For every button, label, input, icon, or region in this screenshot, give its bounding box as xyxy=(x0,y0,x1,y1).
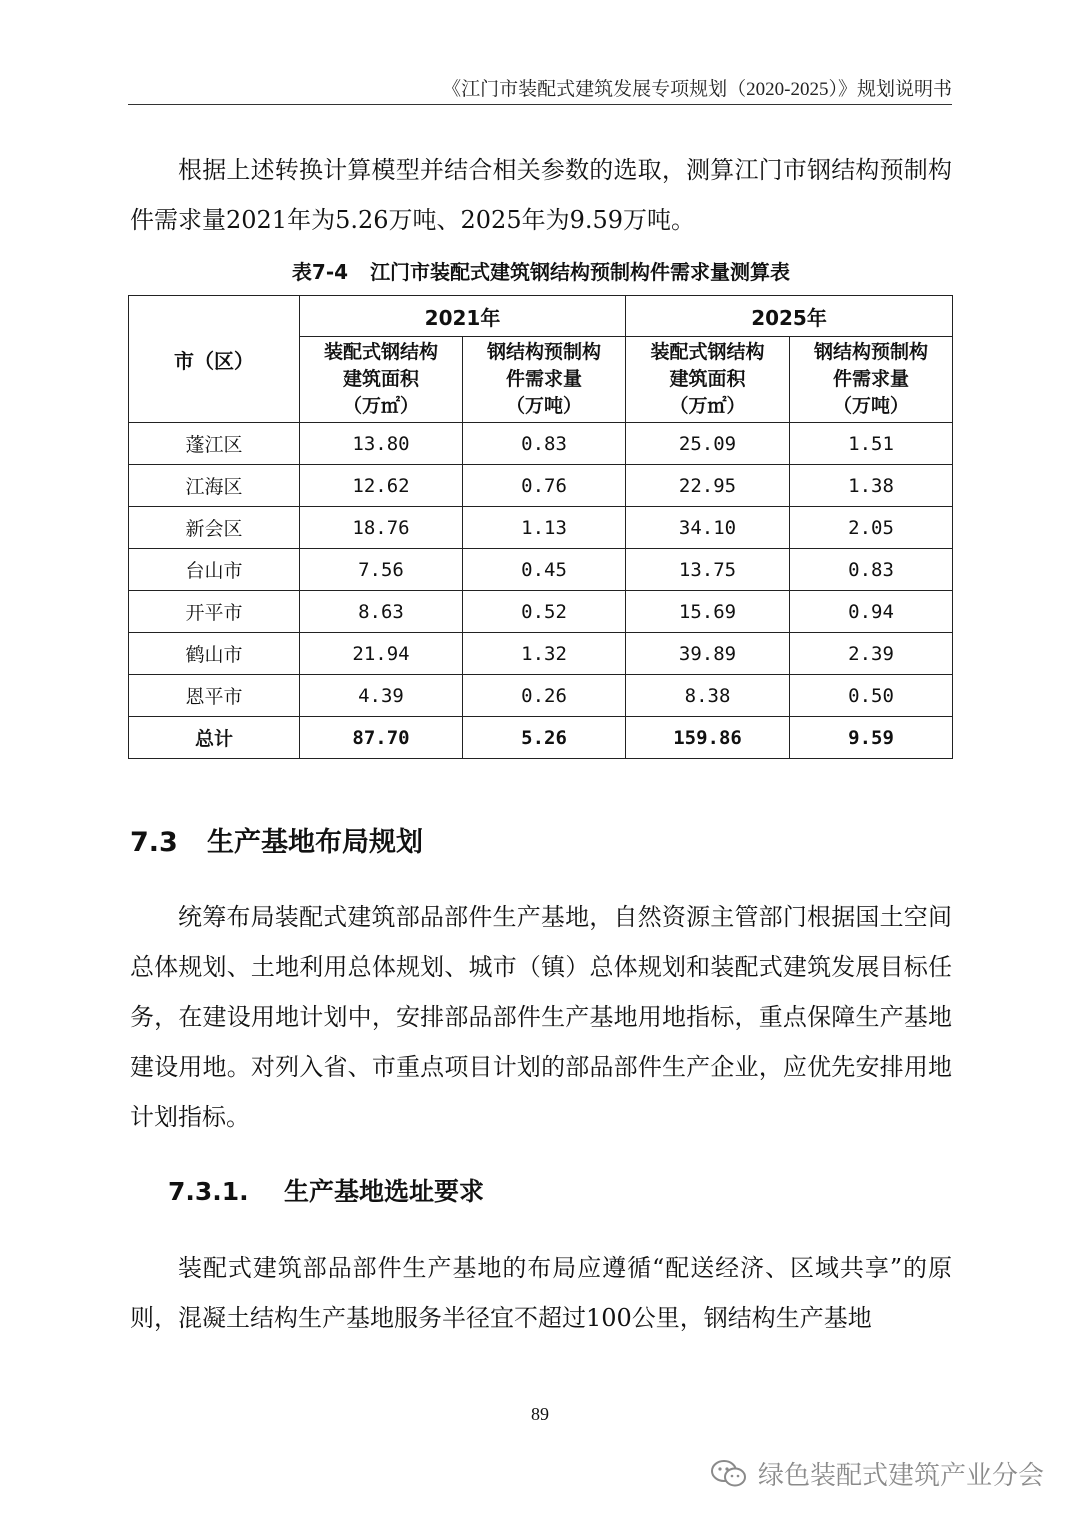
section-7-3-paragraph: 统筹布局装配式建筑部品部件生产基地，自然资源主管部门根据国土空间总体规划、土地利用总体规划、城市（镇）总体规划和装配式建筑发展目标任务，在建设用地计划中，安排部品部件生产基地用地指标，重点保障生产基地建设用地。对列入省、市重点项目计划的部品部件生产企业，应优先安排用地计划指标。 xyxy=(130,903,952,1131)
intro-paragraph: 根据上述转换计算模型并结合相关参数的选取，测算江门市钢结构预制构件需求量2021年为5.26万吨、2025年为9.59万吨。 xyxy=(130,156,952,234)
wechat-icon xyxy=(710,1458,748,1490)
year-2021-header: 2021年 xyxy=(300,296,626,337)
demand-2025-cell: 0.50 xyxy=(790,675,953,717)
area-2021-cell: 13.80 xyxy=(300,423,463,465)
area-2021-cell: 21.94 xyxy=(300,633,463,675)
section-heading-7-3 xyxy=(130,820,423,859)
subsection-title: 生产基地选址要求 xyxy=(284,1177,485,1206)
demand-2021-cell: 0.45 xyxy=(463,549,626,591)
area-2025-cell: 39.89 xyxy=(626,633,790,675)
table-row xyxy=(129,633,953,675)
area-2021-cell: 7.56 xyxy=(300,549,463,591)
area-2025-cell: 8.38 xyxy=(626,675,790,717)
table-caption xyxy=(130,256,952,285)
region-cell: 恩平市 xyxy=(129,675,300,717)
area-2025-cell: 34.10 xyxy=(626,507,790,549)
area-2025-cell: 22.95 xyxy=(626,465,790,507)
table-row xyxy=(129,549,953,591)
total-area-2025-cell: 159.86 xyxy=(626,717,790,759)
total-demand-2021-cell: 5.26 xyxy=(463,717,626,759)
area-2021-header: 装配式钢结构 建筑面积 （万㎡） xyxy=(300,337,463,423)
demand-2021-cell: 0.26 xyxy=(463,675,626,717)
area-2025-header: 装配式钢结构 建筑面积 （万㎡） xyxy=(626,337,790,423)
steel-demand-table xyxy=(128,295,953,759)
section-heading-7-3-1 xyxy=(168,1172,484,1208)
table-caption-number: 表7-4 xyxy=(291,260,349,284)
area-2025-cell: 25.09 xyxy=(626,423,790,465)
table-row xyxy=(129,465,953,507)
area-2021-cell: 8.63 xyxy=(300,591,463,633)
total-area-2021-cell: 87.70 xyxy=(300,717,463,759)
page-number: 89 xyxy=(531,1404,549,1424)
table-row xyxy=(129,591,953,633)
demand-2025-cell: 1.51 xyxy=(790,423,953,465)
subsection-number: 7.3.1. xyxy=(168,1177,249,1206)
table-row xyxy=(129,423,953,465)
header-divider xyxy=(128,104,952,105)
section-title: 生产基地布局规划 xyxy=(207,827,423,858)
watermark xyxy=(710,1455,1044,1492)
table-row xyxy=(129,507,953,549)
section-number: 7.3 xyxy=(130,827,178,858)
table-caption-title: 江门市装配式建筑钢结构预制构件需求量测算表 xyxy=(370,260,791,284)
demand-2025-cell: 0.94 xyxy=(790,591,953,633)
demand-2021-cell: 1.32 xyxy=(463,633,626,675)
demand-2021-cell: 1.13 xyxy=(463,507,626,549)
area-2021-cell: 18.76 xyxy=(300,507,463,549)
region-cell: 鹤山市 xyxy=(129,633,300,675)
total-row xyxy=(129,717,953,759)
demand-2025-header: 钢结构预制构 件需求量 （万吨） xyxy=(790,337,953,423)
region-cell: 新会区 xyxy=(129,507,300,549)
demand-2025-cell: 1.38 xyxy=(790,465,953,507)
area-2021-cell: 12.62 xyxy=(300,465,463,507)
area-2021-cell: 4.39 xyxy=(300,675,463,717)
document-header: 《江门市装配式建筑发展专项规划（2020-2025）》规划说明书 xyxy=(442,79,952,100)
area-2025-cell: 15.69 xyxy=(626,591,790,633)
demand-2021-cell: 0.76 xyxy=(463,465,626,507)
demand-2021-header: 钢结构预制构 件需求量 （万吨） xyxy=(463,337,626,423)
demand-2025-cell: 2.39 xyxy=(790,633,953,675)
region-cell: 开平市 xyxy=(129,591,300,633)
demand-2021-cell: 0.83 xyxy=(463,423,626,465)
demand-2025-cell: 0.83 xyxy=(790,549,953,591)
table-row xyxy=(129,675,953,717)
region-cell: 江海区 xyxy=(129,465,300,507)
region-cell: 台山市 xyxy=(129,549,300,591)
region-column-header: 市（区） xyxy=(129,296,300,423)
region-cell: 蓬江区 xyxy=(129,423,300,465)
demand-2025-cell: 2.05 xyxy=(790,507,953,549)
demand-2021-cell: 0.52 xyxy=(463,591,626,633)
area-2025-cell: 13.75 xyxy=(626,549,790,591)
year-2025-header: 2025年 xyxy=(626,296,953,337)
section-7-3-1-paragraph: 装配式建筑部品部件生产基地的布局应遵循“配送经济、区域共享”的原则，混凝土结构生产基地服务半径宜不超过100公里，钢结构生产基地 xyxy=(130,1254,952,1332)
total-demand-2025-cell: 9.59 xyxy=(790,717,953,759)
watermark-text: 绿色装配式建筑产业分会 xyxy=(757,1461,1044,1491)
total-label-cell: 总计 xyxy=(129,717,300,759)
